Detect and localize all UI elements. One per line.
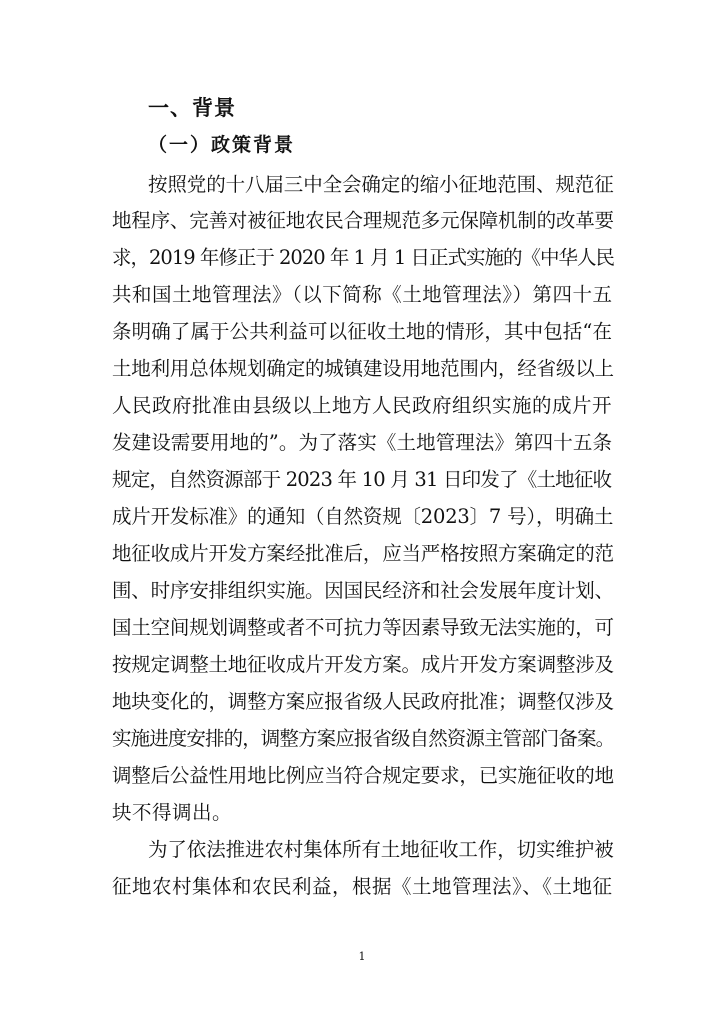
body-line: 地征收成片开发方案经批准后，应当严格按照方案确定的范 bbox=[112, 542, 614, 565]
body-line: 围、时序安排组织实施。因国民经济和社会发展年度计划、 bbox=[112, 579, 614, 602]
subsection-heading: （一）政策背景 bbox=[148, 134, 296, 156]
body-line: 共和国土地管理法》（以下简称《土地管理法》）第四十五 bbox=[112, 283, 613, 306]
body-line: 发建设需要用地的”。为了落实《土地管理法》第四十五条 bbox=[112, 431, 613, 454]
body-line: 土地利用总体规划确定的城镇建设用地范围内，经省级以上 bbox=[112, 357, 614, 380]
page-number: 1 bbox=[358, 950, 366, 963]
body-line: 按规定调整土地征收成片开发方案。成片开发方案调整涉及 bbox=[112, 653, 614, 676]
body-line: 规定，自然资源部于 2023 年 10 月 31 日印发了《土地征收 bbox=[112, 468, 612, 491]
body-line: 条明确了属于公共利益可以征收土地的情形，其中包括“在 bbox=[112, 320, 613, 343]
body-line: 块不得调出。 bbox=[112, 801, 233, 824]
body-line: 求，2019 年修正于 2020 年 1 月 1 日正式实施的《中华人民 bbox=[112, 246, 614, 269]
body-line: 征地农村集体和农民利益，根据《土地管理法》、《土地征 bbox=[112, 875, 613, 898]
body-line: 地块变化的，调整方案应报省级人民政府批准；调整仅涉及 bbox=[112, 690, 614, 713]
body-line: 按照党的十八届三中全会确定的缩小征地范围、规范征 bbox=[148, 173, 614, 196]
body-line: 国土空间规划调整或者不可抗力等因素导致无法实施的，可 bbox=[112, 616, 614, 639]
body-line: 人民政府批准由县级以上地方人民政府组织实施的成片开 bbox=[112, 394, 613, 417]
body-line: 地程序、完善对被征地农民合理规范多元保障机制的改革要 bbox=[112, 209, 614, 232]
section-heading: 一、背景 bbox=[148, 96, 236, 120]
body-line: 成片开发标准》的通知（自然资规〔2023〕7 号），明确土 bbox=[112, 505, 614, 528]
body-line: 实施进度安排的，调整方案应报省级自然资源主管部门备案。 bbox=[112, 727, 615, 750]
body-line: 调整后公益性用地比例应当符合规定要求，已实施征收的地 bbox=[112, 764, 614, 787]
body-line: 为了依法推进农村集体所有土地征收工作，切实维护被 bbox=[148, 838, 614, 861]
